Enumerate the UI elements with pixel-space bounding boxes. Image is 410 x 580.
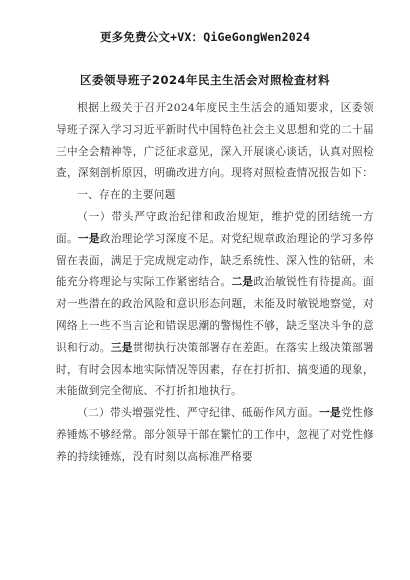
section-heading: 一、存在的主要问题 <box>77 189 176 202</box>
point-label: 一是 <box>319 407 342 420</box>
promo-header: 更多免费公文+VX：QiGeGongWen2024 <box>99 30 311 44</box>
point-label: 二是 <box>231 276 254 289</box>
point-body: 对党纪规章政治理论的学习多停留在表面，满足于完成规定动作，缺乏系统性、深入性的钻研，未能充分将理论与实际工作紧密结合。 <box>56 232 374 289</box>
item-lead: （二）带头增强党性、严守纪律、砥砺作风方面。 <box>77 407 320 420</box>
point-label: 三是 <box>110 341 133 354</box>
point-body: 党性修养锤炼不够经常。部分领导干部在繁忙的工作中，忽视了对党性修养的持续锤炼，没有时刻以高标准严格要 <box>56 407 374 463</box>
document-body <box>56 98 374 469</box>
document-title: 区委领导班子2024年民主生活会对照检查材料 <box>79 73 330 87</box>
point-title: 政治理论学习深度不足。 <box>99 232 221 245</box>
item-paragraph <box>56 207 374 403</box>
intro-paragraph: 根据上级关于召开2024年度民主生活会的通知要求，区委领导班子深入学习习近平新时代中国特色社会主义思想和党的二十届三中全会精神等，广泛征求意见，深入开展谈心谈话，认真对照检查，深刻剖析原因，明确改进方向。现将对照检查情况报告如下： <box>56 102 374 180</box>
point-label: 一是 <box>77 232 100 245</box>
item-lead: （一）带头严守政治纪律和政治规矩，维护党的团结统一方面。 <box>56 210 374 245</box>
point-body: 政治敏锐性有待提高。面对一些潜在的政治风险和意识形态问题，未能及时敏锐地察觉，对网络上一些不当言论和错误思潮的警惕性不够，缺乏坚决斗争的意识和行动。 <box>56 276 374 354</box>
point-body: 贯彻执行决策部署存在差距。在落实上级决策部署时，有时会因本地实际情况等因素，存在打折扣、搞变通的现象，未能做到完全彻底、不打折扣地执行。 <box>56 341 375 398</box>
item-paragraph <box>56 403 374 468</box>
